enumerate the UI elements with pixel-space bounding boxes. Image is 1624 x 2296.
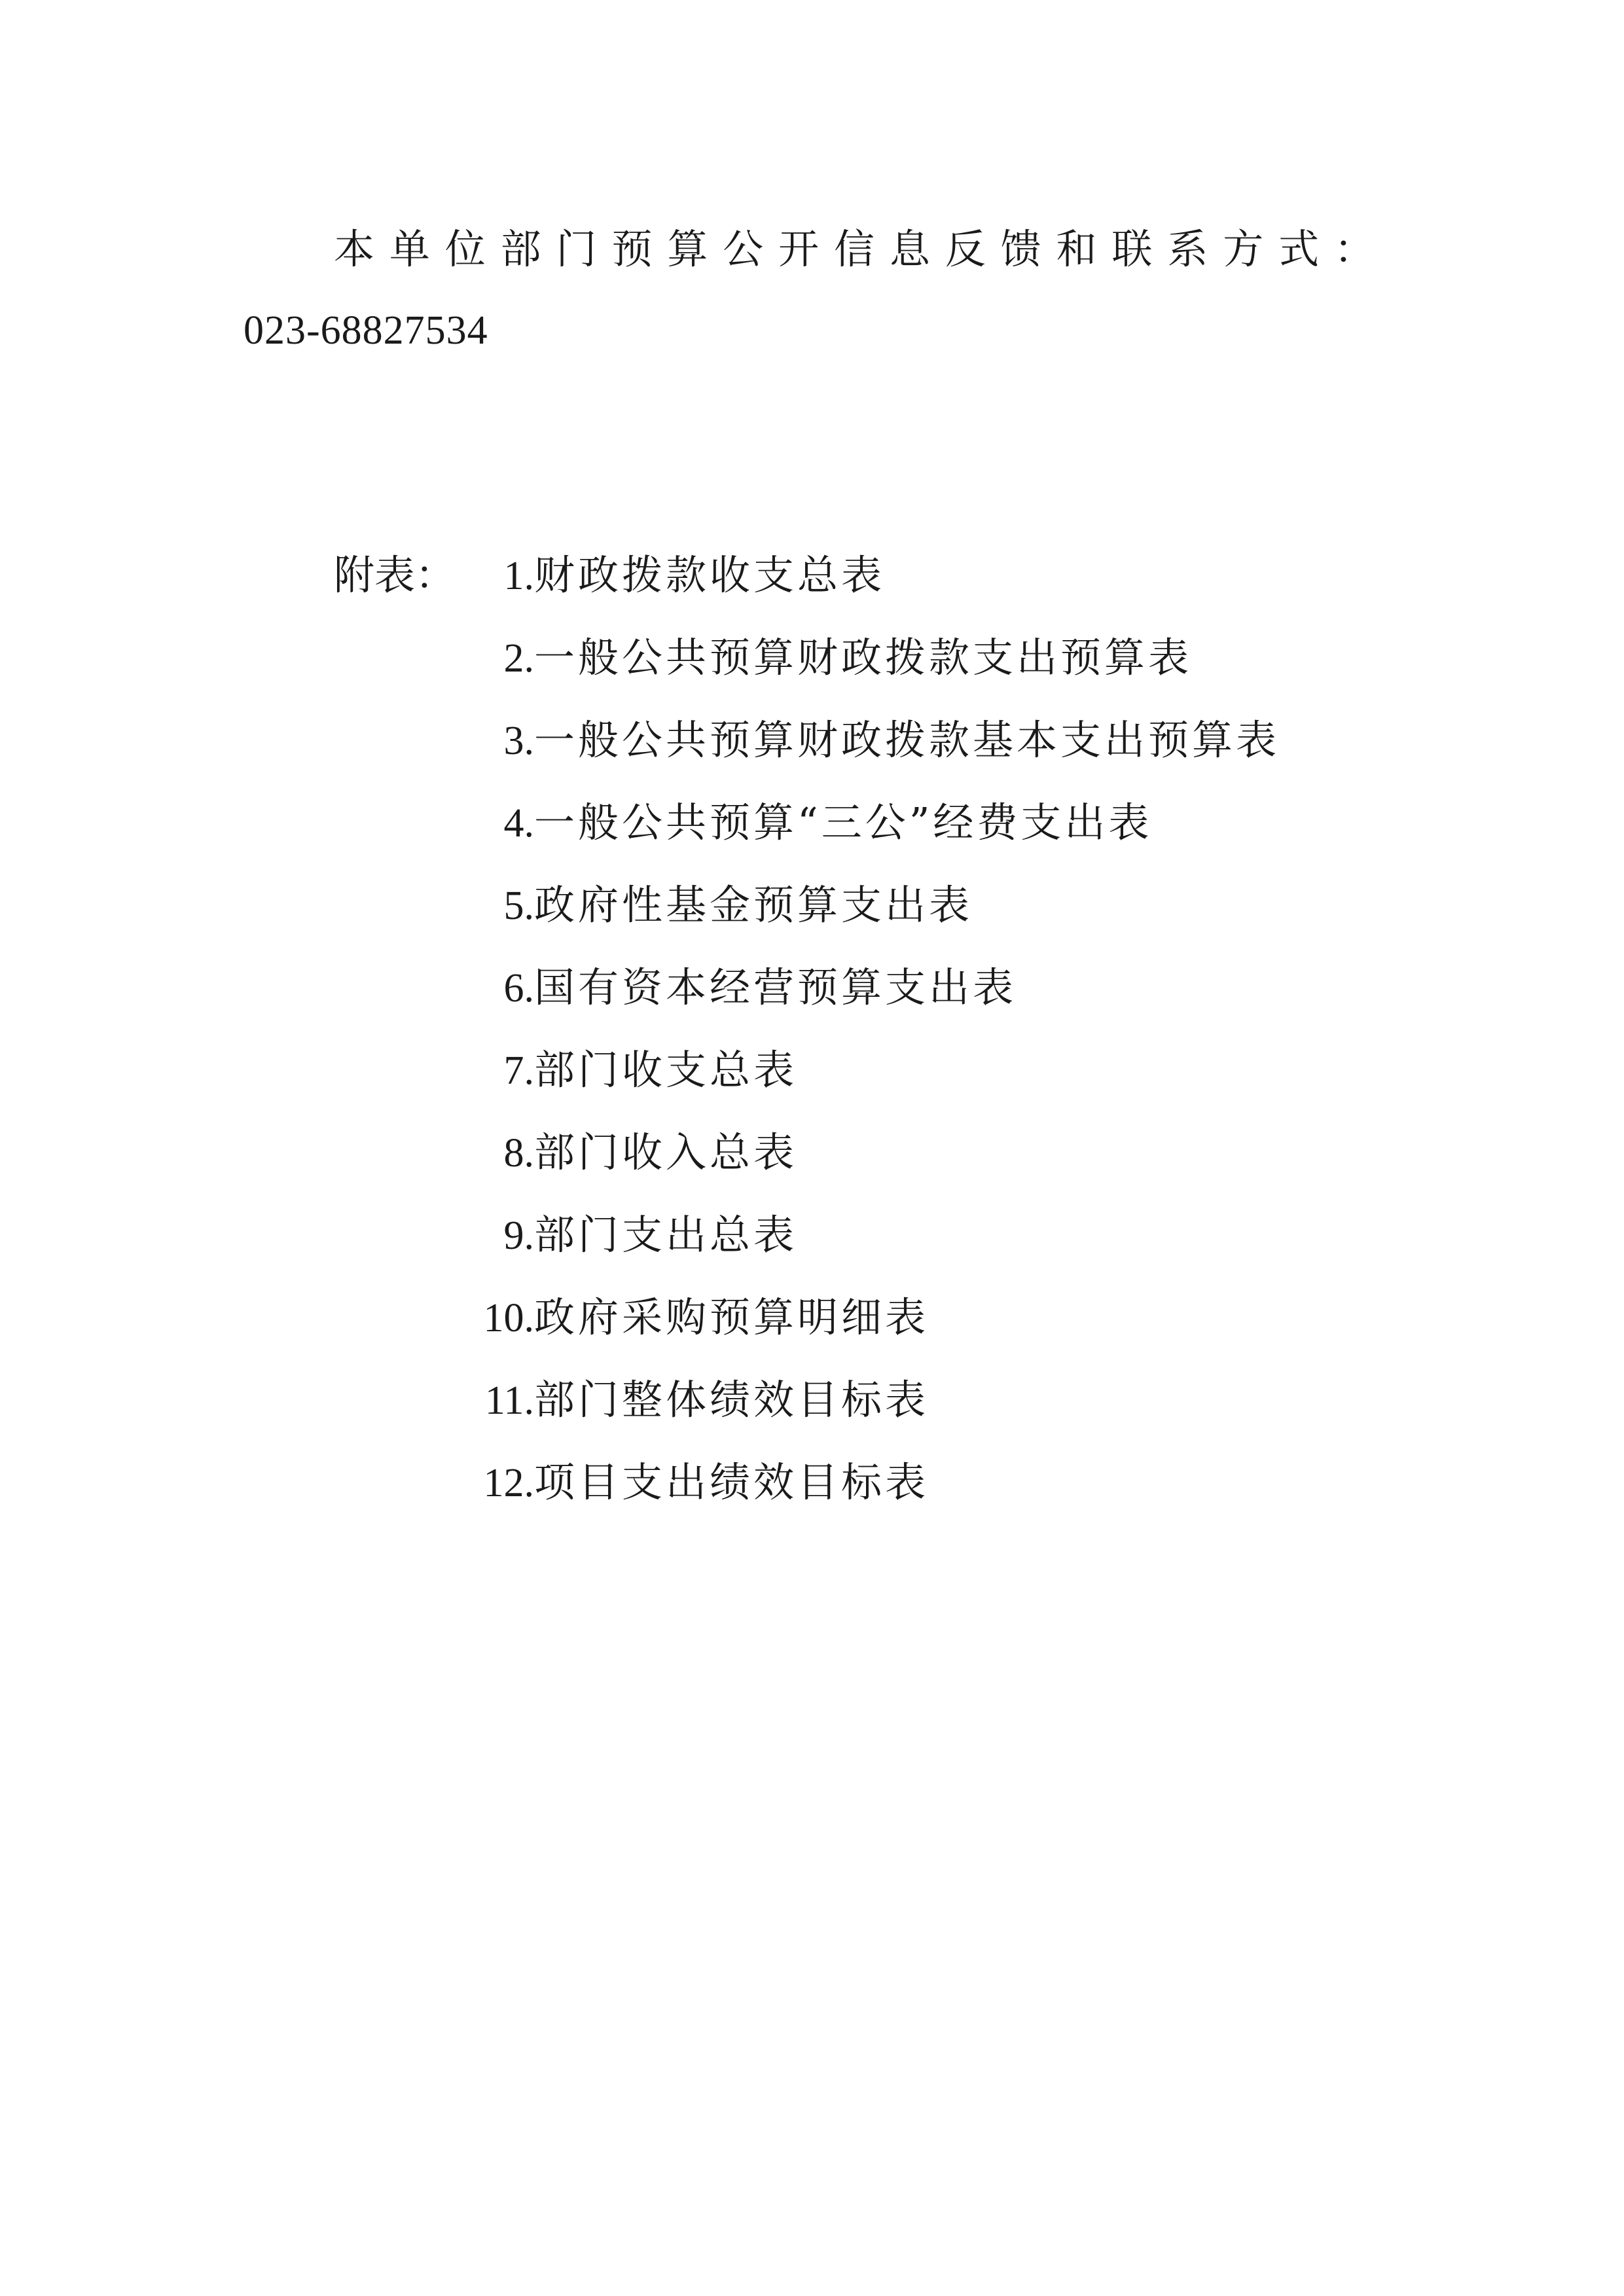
contact-label: 本单位部门预算公开信息反馈和联系方式：	[334, 225, 1375, 273]
list-item	[406, 793, 1152, 853]
contact-phone: 023-68827534	[244, 308, 488, 353]
item-number: 2.	[503, 636, 535, 681]
list-item	[406, 1041, 797, 1100]
item-number: 5.	[503, 884, 535, 928]
item-text: 国有资本经营预算支出表	[534, 963, 1017, 1011]
item-number: 7.	[503, 1049, 535, 1093]
item-number: 1.	[503, 554, 535, 598]
list-item	[406, 546, 885, 605]
item-text: 部门收支总表	[534, 1046, 798, 1094]
item-number: 8.	[503, 1131, 535, 1175]
item-number: 3.	[503, 719, 535, 763]
item-number: 6.	[503, 966, 535, 1011]
list-item	[406, 1206, 797, 1265]
appendix-label: 附表：	[334, 551, 456, 599]
list-item	[406, 876, 973, 935]
list-item	[406, 1453, 929, 1513]
list-item	[406, 628, 1192, 688]
item-number: 9.	[503, 1213, 535, 1258]
item-number: 11.	[484, 1378, 535, 1423]
item-text: 政府采购预算明细表	[534, 1293, 929, 1341]
list-item	[406, 958, 1017, 1018]
item-text: 财政拨款收支总表	[534, 551, 886, 599]
item-text: 部门支出总表	[534, 1211, 798, 1259]
item-number: 10.	[483, 1296, 535, 1340]
item-text: 一般公共预算财政拨款支出预算表	[534, 634, 1193, 681]
item-text: 项目支出绩效目标表	[534, 1458, 929, 1506]
list-item	[406, 1371, 929, 1430]
list-item	[406, 711, 1280, 770]
item-text: 部门收入总表	[534, 1128, 798, 1176]
item-number: 12.	[483, 1461, 535, 1505]
list-item	[406, 1123, 797, 1183]
item-text: 政府性基金预算支出表	[534, 881, 973, 929]
item-number: 4.	[503, 801, 535, 846]
list-item	[406, 1288, 929, 1348]
item-text: 一般公共预算“三公”经费支出表	[534, 798, 1153, 846]
item-text: 一般公共预算财政拨款基本支出预算表	[534, 716, 1280, 764]
item-text: 部门整体绩效目标表	[534, 1376, 929, 1424]
